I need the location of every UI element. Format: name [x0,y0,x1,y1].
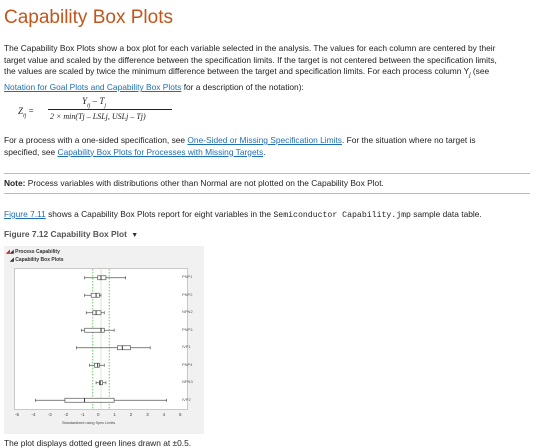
x-tick-label: 0 [97,412,100,417]
formula-z-sub: ij [23,112,27,119]
row-label-PNP2: PNP2 [182,291,193,297]
box-PNP2 [91,293,99,297]
box-NPN2 [93,311,101,315]
intro-line-3 [4,66,534,82]
figure-caption-text: Figure 7.12 Capability Box Plot [4,229,127,239]
formula-num-y: Y [82,96,88,106]
intro-sub: j [469,72,471,79]
figure-link[interactable]: Figure 7.11 [4,209,46,219]
para2-text-3: specified, see [4,146,58,157]
bottom-text: The plot displays dotted green lines drawn at ±0.5. [4,438,192,448]
formula-den-4: j – T [126,112,141,121]
intro-text-4: for a description of the notation): [181,82,304,93]
figure-ref-paragraph [4,209,534,222]
outline-2-label: Capability Box Plots [15,257,64,263]
row-label-IVP2: IVP2 [182,396,191,402]
formula-den-2: j – LSL [82,112,106,121]
zscore-formula [18,93,218,133]
box-IVP2 [65,398,114,402]
x-axis-label: Standardized using Spec Limits [62,421,116,425]
disclosure-icon-2[interactable]: ◢ [10,257,14,263]
para3-line [4,209,534,222]
formula-fraction-bar [48,109,172,110]
formula-den-3: j, USL [105,112,127,121]
para3-text-2: sample data table. [410,209,482,219]
row-label-PNP3: PNP3 [182,326,193,332]
outline-capability-box-plots[interactable] [10,257,64,263]
row-label-NPN3: NPN3 [182,379,193,385]
para2-line-2 [4,147,534,159]
x-tick-label: -2 [64,412,69,417]
x-tick-label: -1 [80,412,85,417]
formula-numerator [82,96,106,109]
row-label-PNP1: PNP1 [182,274,193,280]
figure-caption [4,229,138,239]
page-title: Capability Box Plots [4,7,173,28]
x-tick-label: -5 [15,412,20,417]
outline-1-label: Process Capability [15,249,60,255]
missing-targets-link[interactable]: Capability Box Plots for Processes with Missing Targets [57,146,264,157]
x-tick-label: -3 [47,412,52,417]
x-tick-label: 5 [179,412,182,417]
intro-line-4 [4,82,534,94]
box-IVP1 [117,346,130,350]
capability-report-panel [4,246,204,434]
sample-table-name: Semiconductor Capability.jmp [273,211,411,220]
para2-text-2: . For the situation where no target is [341,135,476,145]
note-label: Note: [4,178,26,188]
formula-eq: = [26,106,34,116]
row-label-NPN2: NPN2 [182,309,193,315]
box-plot-svg [15,269,187,409]
box-plot-area [14,268,188,410]
one-sided-paragraph [4,135,534,158]
outline-process-capability[interactable] [6,249,60,255]
notation-link[interactable]: Notation for Goal Plots and Capability Box Plots [4,82,182,93]
note-box [4,173,530,194]
box-PNP4 [94,363,99,367]
formula-lhs [18,106,34,119]
row-label-IVP1: IVP1 [182,344,191,350]
formula-z: Z [18,106,24,116]
x-tick-label: 4 [162,412,166,417]
intro-line-1: The Capability Box Plots show a box plot for each variable selected in the analysis. The values for each column are centered by their [4,43,496,53]
x-tick-label: 2 [129,412,133,417]
x-tick-label: 3 [146,412,149,417]
formula-num-j: j [104,102,107,109]
formula-den-1: 2 × min(T [50,112,83,121]
x-tick-label: 1 [113,412,116,417]
intro-line-2: target value and scaled by the difference between the specification limits. If the target is not centered between the specification limits, [4,54,497,65]
intro-text-3: the values are scaled by twice the minimum difference between the target and specification limits. For each process column Y [4,66,470,76]
disclosure-icon[interactable]: ◢ [9,249,14,255]
caption-dropdown-icon[interactable]: ▼ [131,232,139,239]
para2-line-1 [4,135,534,147]
para2-text-1: For a process with a one-sided specification, see [4,135,188,145]
formula-denominator [50,112,146,121]
note-text: Process variables with distributions other than Normal are not plotted on the Capability Box Plot. [25,178,384,188]
one-sided-link[interactable]: One-Sided or Missing Specification Limits [187,135,342,145]
box-PNP1 [98,276,106,280]
intro-text-3-end: (see [470,66,490,76]
formula-den-5: j) [140,112,146,121]
red-triangle-icon[interactable]: ◢ [6,249,10,255]
x-tick-label: -4 [31,412,36,417]
para2-text-4: . [263,146,266,157]
row-label-PNP4: PNP4 [182,361,193,367]
formula-num-sub: ij [87,102,91,109]
para3-text-1: shows a Capability Box Plots report for eight variables in the [45,209,274,219]
formula-num-minus: – T [90,96,105,106]
intro-paragraph [4,43,534,94]
